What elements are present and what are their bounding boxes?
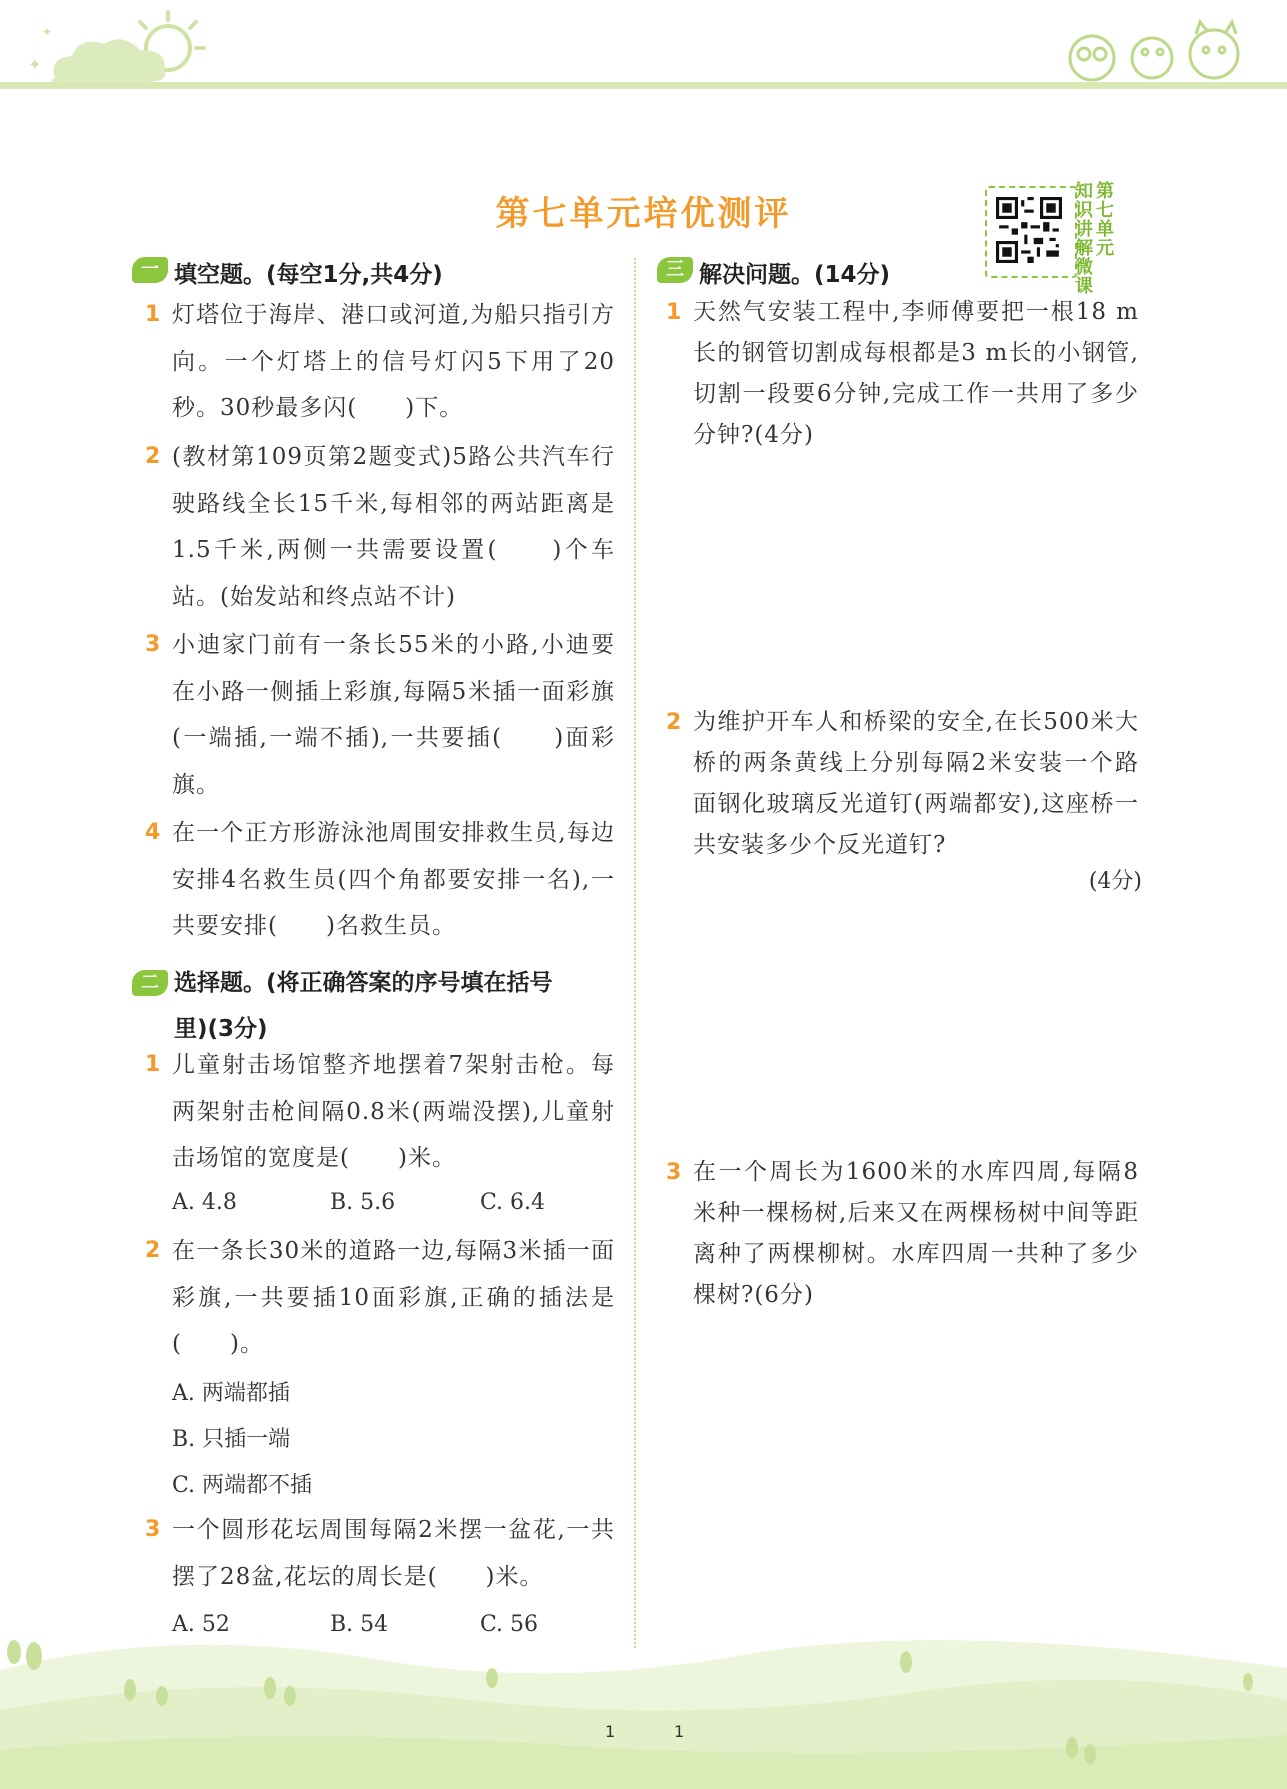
column-divider bbox=[634, 258, 636, 1648]
page-number: 1 bbox=[674, 1722, 685, 1741]
qr-code-icon[interactable] bbox=[996, 197, 1062, 263]
cloud-icon bbox=[51, 39, 165, 82]
question-number: 3 bbox=[666, 1160, 682, 1185]
question-item bbox=[666, 702, 1141, 872]
option-c: C. 56 bbox=[480, 1612, 539, 1637]
star-icon: ✦ bbox=[42, 25, 53, 39]
question-item bbox=[145, 1228, 615, 1370]
section-choice-heading bbox=[132, 960, 612, 1040]
option-a: A. 52 bbox=[172, 1612, 230, 1637]
option-row bbox=[172, 1190, 612, 1224]
section-fill-in-heading bbox=[132, 256, 612, 288]
section-badge: 一 bbox=[132, 257, 168, 283]
question-item bbox=[145, 1507, 615, 1603]
question-number: 3 bbox=[145, 632, 161, 657]
star-icon: ✦ bbox=[28, 55, 42, 74]
section-title: 解决问题。(14分) bbox=[699, 262, 891, 288]
question-number: 1 bbox=[145, 1052, 161, 1077]
question-item bbox=[145, 622, 615, 810]
section-solve-heading bbox=[657, 256, 1137, 288]
section-title: 选择题。(将正确答案的序号填在括号 bbox=[174, 970, 553, 996]
header-stripe bbox=[0, 82, 1287, 89]
question-number: 4 bbox=[145, 820, 161, 845]
page-number: 1 bbox=[605, 1722, 616, 1741]
question-number: 2 bbox=[145, 444, 161, 469]
question-text: 小迪家门前有一条长55米的小路,小迪要在小路一侧插上彩旗,每隔5米插一面彩旗(一端插,一端不插),一共要插( )面彩旗。 bbox=[172, 632, 615, 798]
question-text: 为维护开车人和桥梁的安全,在长500米大桥的两条黄线上分别每隔2米安装一个路面钢化玻璃反光道钉(两端都安),这座桥一共安装多少个反光道钉? bbox=[693, 709, 1139, 858]
option-c: C. 6.4 bbox=[480, 1190, 546, 1215]
option-b: B. 只插一端 bbox=[172, 1427, 291, 1452]
question-text: 灯塔位于海岸、港口或河道,为船只指引方向。一个灯塔上的信号灯闪5下用了20秒。30秒最多闪( )下。 bbox=[172, 302, 615, 421]
section-title: 填空题。(每空1分,共4分) bbox=[174, 262, 443, 288]
question-number: 1 bbox=[145, 302, 161, 327]
landscape-decoration bbox=[0, 1630, 1287, 1789]
animal-friends-icon bbox=[1070, 22, 1238, 80]
section-title-continued: 里)(3分) bbox=[174, 1016, 268, 1042]
question-text: (教材第109页第2题变式)5路公共汽车行驶路线全长15千米,每相邻的两站距离是1.5千米,两侧一共需要设置( )个车站。(始发站和终点站不计) bbox=[172, 444, 615, 610]
question-item bbox=[145, 292, 615, 434]
question-item bbox=[145, 1042, 615, 1184]
page-title: 第七单元培优测评 bbox=[495, 194, 792, 234]
question-item bbox=[145, 810, 615, 952]
option-c: C. 两端都不插 bbox=[172, 1473, 313, 1498]
option-a: A. 两端都插 bbox=[172, 1381, 290, 1406]
section-badge: 三 bbox=[657, 257, 693, 283]
option-a: A. 4.8 bbox=[172, 1190, 237, 1215]
question-number: 2 bbox=[666, 710, 682, 735]
question-text: 在一条长30米的道路一边,每隔3米插一面彩旗,一共要插10面彩旗,正确的插法是( )。 bbox=[172, 1238, 615, 1357]
question-number: 1 bbox=[666, 300, 682, 325]
question-text: 一个圆形花坛周围每隔2米摆一盆花,一共摆了28盆,花坛的周长是( )米。 bbox=[172, 1517, 615, 1590]
question-item bbox=[145, 434, 615, 622]
question-item bbox=[666, 292, 1141, 462]
qr-unit-label: 第七单元 bbox=[1096, 181, 1114, 259]
qr-caption-label: 知识讲解微课 bbox=[1075, 181, 1093, 297]
option-b: B. 5.6 bbox=[330, 1190, 396, 1215]
section-badge: 二 bbox=[132, 970, 168, 996]
question-item bbox=[666, 1152, 1141, 1322]
question-text: 天然气安装工程中,李师傅要把一根18 m长的钢管切割成每根都是3 m长的小钢管,切割一段要6分钟,完成工作一共用了多少分钟?(4分) bbox=[693, 299, 1139, 448]
question-text: 儿童射击场馆整齐地摆着7架射击枪。每两架射击枪间隔0.8米(两端没摆),儿童射击场馆的宽度是( )米。 bbox=[172, 1052, 615, 1171]
question-text: 在一个正方形游泳池周围安排救生员,每边安排4名救生员(四个角都要安排一名),一共要安排( )名救生员。 bbox=[172, 820, 615, 939]
question-number: 2 bbox=[145, 1238, 161, 1263]
question-number: 3 bbox=[145, 1517, 161, 1542]
option-b: B. 54 bbox=[330, 1612, 389, 1637]
question-text: 在一个周长为1600米的水库四周,每隔8米种一棵杨树,后来又在两棵杨树中间等距离种了两棵柳树。水库四周一共种了多少棵树?(6分) bbox=[693, 1159, 1139, 1308]
question-score: (4分) bbox=[1088, 869, 1142, 894]
